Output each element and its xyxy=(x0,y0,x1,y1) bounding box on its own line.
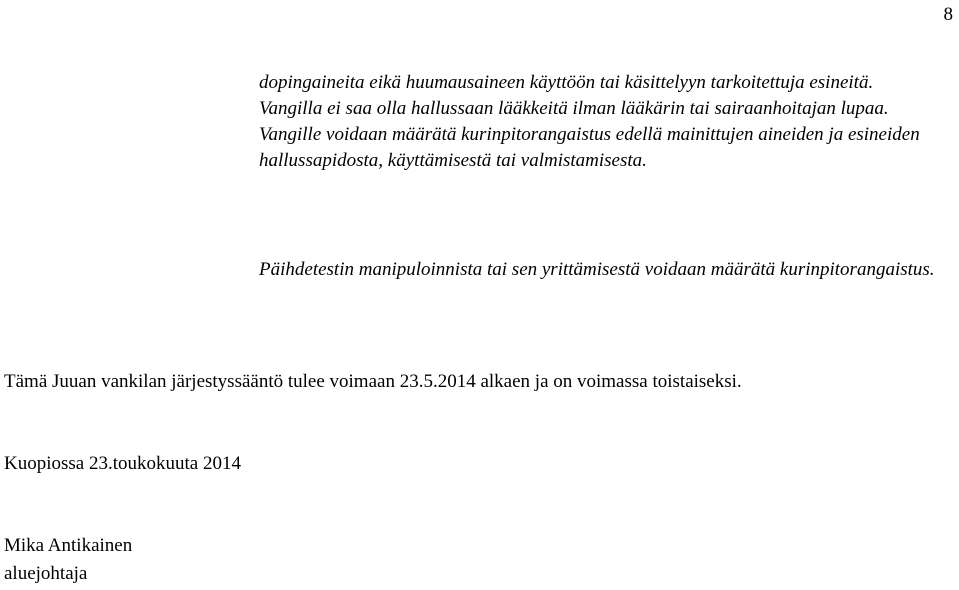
rule-paragraph-dopingaineita: dopingaineita eikä huumausaineen käyttöön tai käsittelyyn tarkoitettuja esineitä. xyxy=(259,72,874,93)
signer-name: Mika Antikainen xyxy=(4,535,133,556)
rules-block xyxy=(259,70,949,174)
effective-statement: Tämä Juuan vankilan järjestyssääntö tulee voimaan 23.5.2014 alkaen ja on voimassa toistaiseksi. xyxy=(4,371,742,392)
signer-title: aluejohtaja xyxy=(4,563,88,584)
rule-paragraph-medication: Vangilla ei saa olla hallussaan lääkkeitä ilman lääkärin tai sairaanhoitajan lupaa. xyxy=(259,98,889,119)
page-number: 8 xyxy=(943,4,953,25)
place-date: Kuopiossa 23.toukokuuta 2014 xyxy=(4,453,241,474)
drug-test-block xyxy=(259,257,949,283)
rule-paragraph-drug-test: Päihdetestin manipuloinnista tai sen yrittämisestä voidaan määrätä kurinpitorangaistus. xyxy=(259,259,935,280)
rule-paragraph-disciplinary: Vangille voidaan määrätä kurinpitorangaistus edellä mainittujen aineiden ja esineiden hallussapidosta, käyttämisestä tai valmistamisesta. xyxy=(259,124,920,171)
